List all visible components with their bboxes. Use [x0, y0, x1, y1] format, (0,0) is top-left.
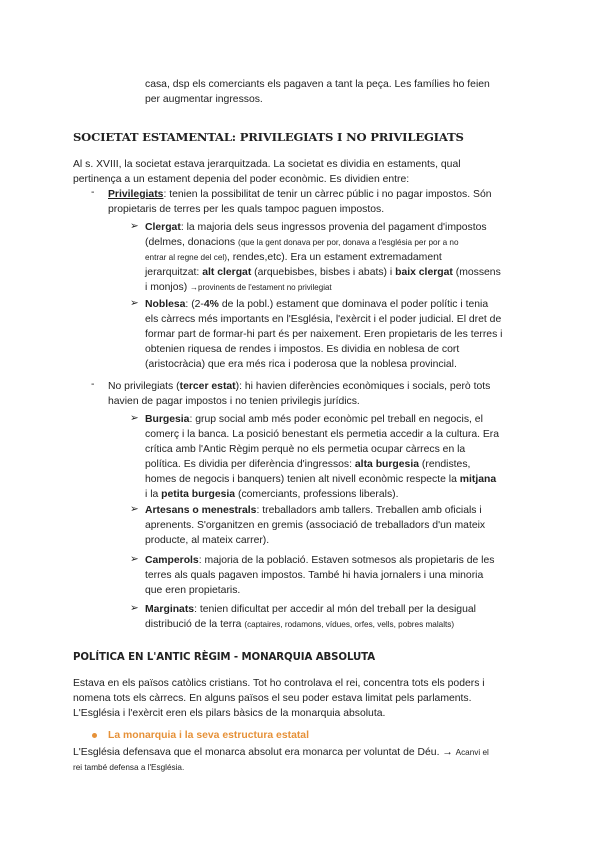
- text: (arquebisbes, bisbes i abats) i: [251, 267, 396, 278]
- text-line: comerç i la banca. La posició benestant els permetia accedir a la cultura. Era: [145, 429, 500, 440]
- burgesia-item: [145, 412, 499, 502]
- text: : tenien dificultat per accedir al món del treball per la desigual: [194, 604, 476, 615]
- clergat-label: Clergat: [145, 222, 181, 233]
- intro-line: per augmentar ingressos.: [145, 94, 263, 105]
- bold-text: tercer estat: [179, 381, 236, 392]
- text: política. Es dividia per diferència d'ingressos:: [145, 459, 355, 470]
- small-text: Acanvi el: [455, 748, 489, 757]
- text: (mossens: [452, 267, 501, 278]
- text: No privilegiats (: [108, 381, 180, 392]
- marginats-item: [145, 602, 476, 632]
- text: jerarquitzat:: [145, 267, 203, 278]
- text-line: Al s. XVIII, la societat estava jerarquitzada. La societat es dividia en estaments, qual: [73, 159, 461, 170]
- noblesa-label: Noblesa: [145, 299, 186, 310]
- text: : majoria de la població. Estaven sotmesos als propietaris de les: [198, 555, 495, 566]
- camperols-item: [145, 553, 494, 598]
- text: : tenien la possibilitat de tenir un càrrec públic i no pagar impostos. Són: [163, 189, 492, 200]
- small-text-line: rei també defensa a l'Església.: [73, 763, 185, 772]
- text: : grup social amb més poder econòmic pel treball en negocis, el: [189, 414, 483, 425]
- section1-intro: [73, 157, 461, 187]
- arrow-bullet-icon: ➢: [130, 504, 139, 515]
- small-text: →provinents de l'estament no privilegiat: [190, 283, 332, 292]
- text: : (2-: [185, 299, 204, 310]
- text-line: havien de pagar impostos i no tenien privilegis jurídics.: [108, 396, 360, 407]
- text: ): hi havien diferències econòmiques i socials, però tots: [235, 381, 491, 392]
- text-line: L'Església i l'exèrcit eren els pilars bàsics de la monarquia absoluta.: [73, 708, 386, 719]
- clergat-item: [145, 220, 501, 295]
- text-line: pertinença a un estament depenia del poder econòmic. Es dividien entre:: [73, 174, 410, 185]
- burgesia-label: Burgesia: [145, 414, 190, 425]
- text-line: obtenien riquesa de rendes i impostos. Es dividia en noblesa de cort: [145, 344, 460, 355]
- bold-text: alta burgesia: [354, 459, 420, 470]
- intro-line: casa, dsp els comerciants els pagaven a tant la peça. Les famílies ho feien: [145, 79, 490, 90]
- no-privilegiats-item: [108, 379, 490, 409]
- bold-text: alt clergat: [202, 267, 252, 278]
- dash-bullet: -: [91, 379, 95, 390]
- privilegiats-item: [108, 187, 492, 217]
- bold-text: mitjana: [459, 474, 497, 485]
- dash-bullet: -: [91, 187, 95, 198]
- text: i monjos): [145, 282, 191, 293]
- camperols-label: Camperols: [145, 555, 199, 566]
- noblesa-item: [145, 297, 502, 372]
- text: L'Església defensava que el monarca absolut era monarca per voluntat de Déu. →: [73, 747, 456, 758]
- arrow-bullet-icon: ➢: [130, 298, 139, 309]
- orange-bullet-icon: [92, 733, 97, 738]
- artesans-label: Artesans o menestrals: [145, 505, 257, 516]
- text: , rendes,etc). Era un estament extremadament: [226, 252, 442, 263]
- small-text: entrar al regne del cel): [145, 253, 227, 262]
- text-line: Estava en els països catòlics cristians. Tot ho controlava el rei, concentra tots els poders i: [73, 678, 485, 689]
- text: i la: [145, 489, 162, 500]
- text: (delmes, donacions: [145, 237, 238, 248]
- text-line: els càrrecs més importants en l'Església, l'exèrcit i el poder judicial. El dret de: [145, 314, 502, 325]
- text-line: formar part de formar-hi part és per naixement. Eren propietaris de les terres i: [145, 329, 503, 340]
- text-line: aprenents. S'organitzen en gremis (associació de treballadors d'un mateix: [145, 520, 486, 531]
- text-line: producte, al mateix carrer).: [145, 535, 270, 546]
- text-line: que eren propietaris.: [145, 585, 241, 596]
- small-text: (captaires, rodamons, vídues, orfes, vells, pobres malalts): [244, 620, 455, 629]
- marginats-label: Marginats: [145, 604, 195, 615]
- text: (rendistes,: [419, 459, 471, 470]
- text-line: terres als quals pagaven impostos. També hi havia jornalers i una minoria: [145, 570, 484, 581]
- text: : treballadors amb tallers. Treballen amb oficials i: [256, 505, 482, 516]
- subtitle-text: La monarquia i la seva estructura estatal: [108, 730, 309, 741]
- text: : la majoria dels seus ingressos provenia del pagament d'impostos: [180, 222, 487, 233]
- section2-paragraph: [73, 676, 485, 721]
- text: homes de negocis i banquers) tenien alt nivell econòmic respecte la: [145, 474, 460, 485]
- bold-text: baix clergat: [395, 267, 453, 278]
- text: (comerciants, professions liberals).: [235, 489, 399, 500]
- subtitle-monarquia: [108, 728, 309, 743]
- privilegiats-label: Privilegiats: [108, 189, 164, 200]
- arrow-bullet-icon: ➢: [130, 221, 139, 232]
- bold-text: 4%: [203, 299, 219, 310]
- arrow-bullet-icon: ➢: [130, 603, 139, 614]
- section-title-societat: SOCIETAT ESTAMENTAL: PRIVILEGIATS I NO PRIVILEGIATS: [73, 130, 464, 144]
- text-line: crítica amb l'Antic Règim perquè no els permetia ocupar càrrecs en la: [145, 444, 466, 455]
- intro-paragraph: [145, 77, 490, 107]
- text: de la pobl.) estament que dominava el poder polític i tenia: [218, 299, 489, 310]
- text-line: nomena tots els càrrecs. En alguns països el seu poder estava limitat pels parlaments.: [73, 693, 472, 704]
- text-line: propietaris de terres per les quals tampoc paguen impostos.: [108, 204, 385, 215]
- arrow-bullet-icon: ➢: [130, 413, 139, 424]
- text-line: (aristocràcia) que era més rica i poderosa que la noblesa provincial.: [145, 359, 457, 370]
- section2-paragraph-2: [73, 745, 489, 775]
- bold-text: petita burgesia: [161, 489, 236, 500]
- artesans-item: [145, 503, 485, 548]
- text: distribució de la terra: [145, 619, 245, 630]
- section-title-politica: POLÍTICA EN L'ANTIC RÈGIM - MONARQUIA ABSOLUTA: [73, 652, 375, 663]
- arrow-bullet-icon: ➢: [130, 554, 139, 565]
- small-text: (que la gent donava per por, donava a l'església per por a no: [238, 238, 459, 247]
